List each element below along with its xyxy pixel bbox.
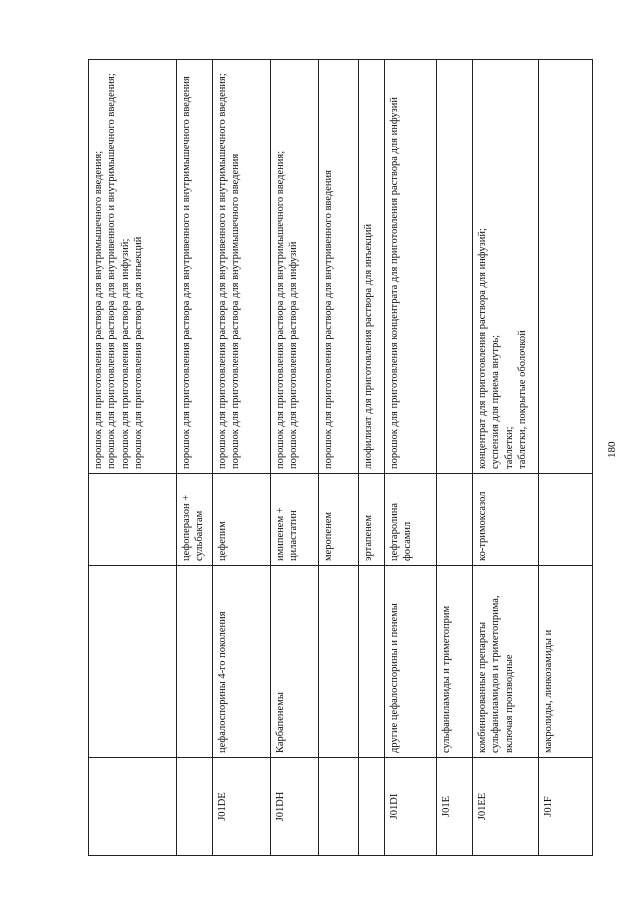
drug-name-cell: цефепим	[213, 474, 271, 566]
table-row	[89, 60, 177, 856]
dosage-forms-cell: порошок для приготовления раствора для внутримышечного введения; порошок для приготовления раствора для внутривенного и внутримышечного введения; порошок для приготовления раствора для инфузий; порошок для приготовления раствора для инъекций	[89, 60, 177, 474]
dosage-forms-cell: концентрат для приготовления раствора для инфузий; суспензия для приема внутрь; таблетки; таблетки, покрытые оболочкой	[473, 60, 539, 474]
dosage-forms-cell: порошок для приготовления раствора для внутривенного введения	[319, 60, 359, 474]
drug-name-cell: цефтаролина фосамил	[385, 474, 437, 566]
table-row	[213, 60, 271, 856]
drug-name-cell: ко-тримоксазол	[473, 474, 539, 566]
group-name-cell: макролиды, линкозамиды и	[539, 566, 593, 758]
drug-name-cell: меропенем	[319, 474, 359, 566]
drug-table	[88, 59, 593, 856]
atc-code-cell: J01DE	[213, 758, 271, 856]
table-row	[385, 60, 437, 856]
atc-code-cell: J01DH	[271, 758, 319, 856]
dosage-forms-cell: порошок для приготовления раствора для внутривенного и внутримышечного введения; порошок для приготовления раствора для внутримышечного введения	[213, 60, 271, 474]
drug-name-cell: цефоперазон + сульбактам	[177, 474, 213, 566]
drug-name-cell: эртапенем	[359, 474, 385, 566]
atc-code-cell: J01F	[539, 758, 593, 856]
table-row	[539, 60, 593, 856]
group-name-cell: Карбапенемы	[271, 566, 319, 758]
group-name-cell	[359, 566, 385, 758]
drug-name-cell: имипенем + циластатин	[271, 474, 319, 566]
dosage-forms-cell: порошок для приготовления раствора для внутримышечного введения; порошок для приготовления раствора для инфузий	[271, 60, 319, 474]
rotated-table-wrapper	[88, 60, 592, 856]
group-name-cell	[319, 566, 359, 758]
dosage-forms-cell: лиофилизат для приготовления раствора для инъекций	[359, 60, 385, 474]
table-row	[359, 60, 385, 856]
table-row	[319, 60, 359, 856]
group-name-cell: цефалоспорины 4-го поколения	[213, 566, 271, 758]
atc-code-cell	[359, 758, 385, 856]
atc-code-cell	[319, 758, 359, 856]
atc-code-cell	[177, 758, 213, 856]
table-row	[271, 60, 319, 856]
atc-code-cell: J01E	[437, 758, 473, 856]
dosage-forms-cell	[437, 60, 473, 474]
atc-code-cell	[89, 758, 177, 856]
dosage-forms-cell	[539, 60, 593, 474]
atc-code-cell: J01EE	[473, 758, 539, 856]
page-number: 180	[606, 441, 618, 458]
drug-name-cell	[539, 474, 593, 566]
group-name-cell	[89, 566, 177, 758]
table-row	[473, 60, 539, 856]
dosage-forms-cell: порошок для приготовления концентрата для приготовления раствора для инфузий	[385, 60, 437, 474]
drug-name-cell	[437, 474, 473, 566]
atc-code-cell: J01DI	[385, 758, 437, 856]
dosage-forms-cell: порошок для приготовления раствора для внутривенного и внутримышечного введения	[177, 60, 213, 474]
drug-name-cell	[89, 474, 177, 566]
group-name-cell: сульфаниламиды и триметоприм	[437, 566, 473, 758]
table-row	[437, 60, 473, 856]
group-name-cell: комбинированные препараты сульфаниламидов и триметоприма, включая производные	[473, 566, 539, 758]
drug-table-body	[89, 60, 593, 856]
group-name-cell: другие цефалоспорины и пенемы	[385, 566, 437, 758]
table-row	[177, 60, 213, 856]
group-name-cell	[177, 566, 213, 758]
